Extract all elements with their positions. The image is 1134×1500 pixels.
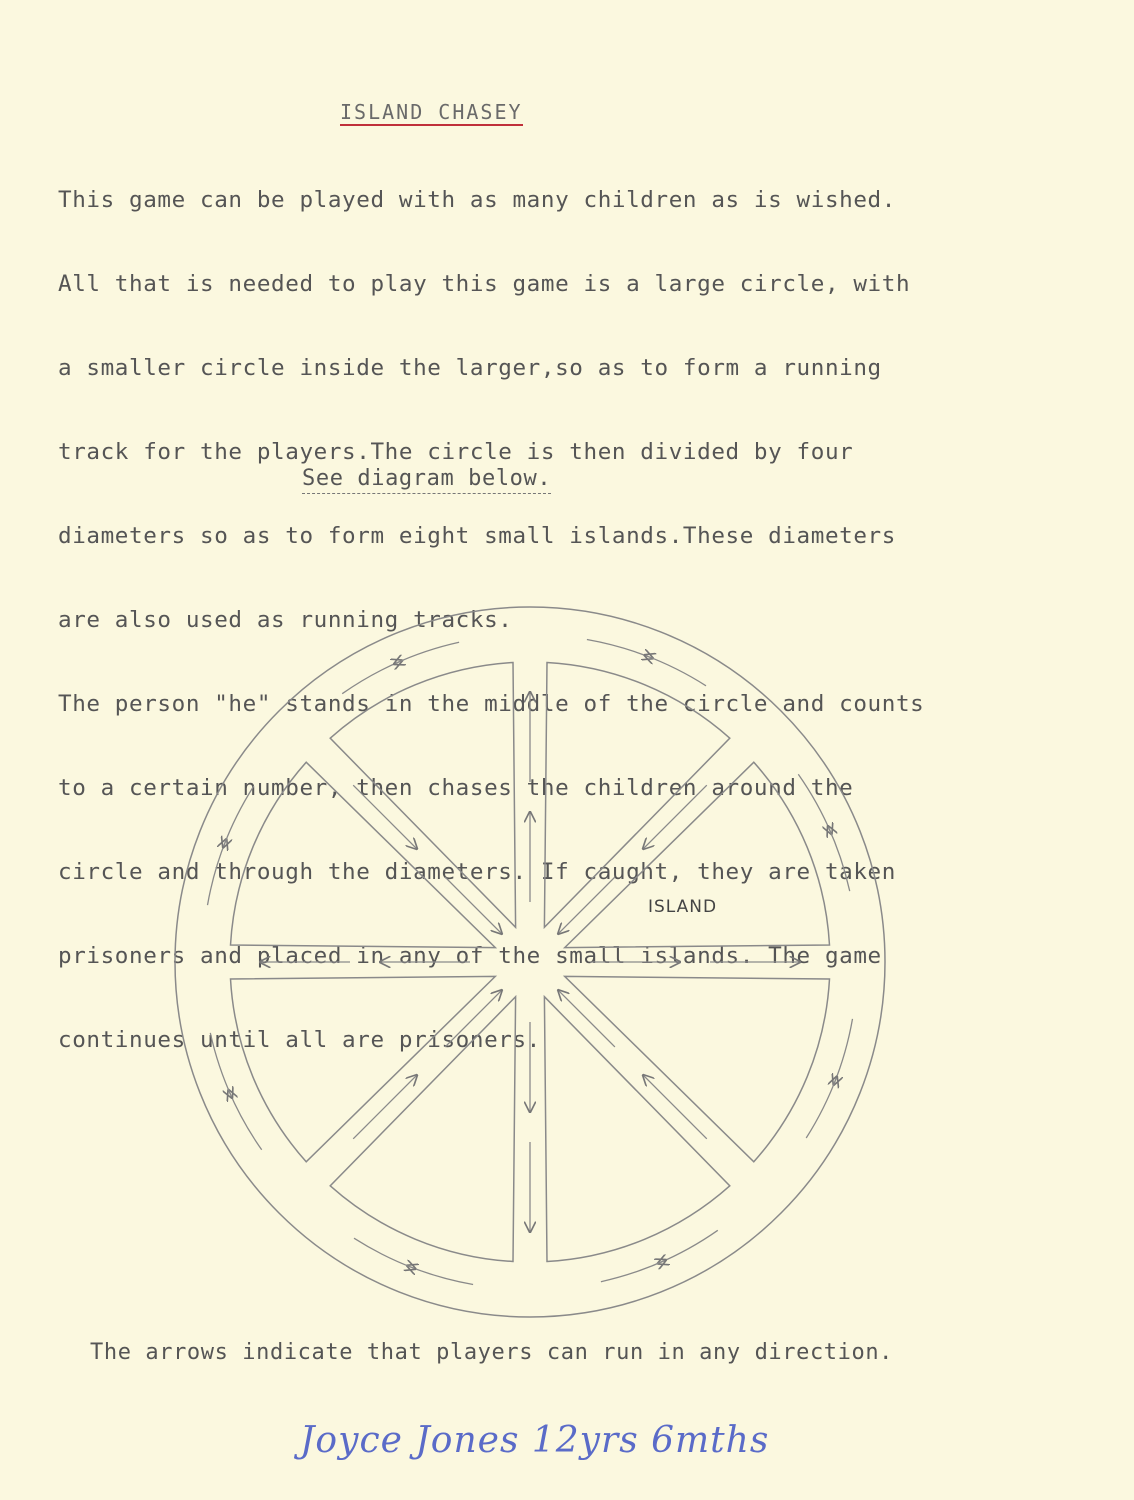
diagram-svg bbox=[160, 590, 900, 1330]
ring-arrow bbox=[394, 642, 459, 664]
ring-arrow bbox=[229, 1090, 262, 1150]
description-line: All that is needed to play this game is a large circle, with bbox=[58, 271, 911, 297]
ring-arrow bbox=[834, 1019, 853, 1085]
ring-arrow bbox=[806, 1077, 837, 1138]
island-sector bbox=[544, 663, 729, 928]
description-line: prisoners and placed in any of the small islands. The game bbox=[58, 943, 882, 969]
description-line: a smaller circle inside the larger,so as to form a running bbox=[58, 355, 882, 381]
description-line: circle and through the diameters. If caught, they are taken bbox=[58, 859, 896, 885]
island-sector bbox=[231, 762, 496, 947]
see-diagram-note: See diagram below. bbox=[302, 466, 551, 494]
island-label: ISLAND bbox=[648, 897, 718, 917]
island-sector bbox=[544, 997, 729, 1262]
ring-arrow bbox=[208, 839, 227, 905]
description-line: are also used as running tracks. bbox=[58, 607, 513, 633]
description-line: This game can be played with as many children as is wished. bbox=[58, 187, 896, 213]
description-line: continues until all are prisoners. bbox=[58, 1027, 541, 1053]
island-sector bbox=[330, 663, 515, 928]
ring-arrow bbox=[828, 826, 850, 891]
island-sector bbox=[231, 976, 496, 1161]
diagram-caption: The arrows indicate that players can run in any direction. bbox=[90, 1340, 894, 1365]
ring-arrow bbox=[210, 1033, 232, 1098]
ring-arrow bbox=[601, 1260, 666, 1282]
description-line: track for the players.The circle is then divided by four bbox=[58, 439, 854, 465]
ring-arrow bbox=[342, 661, 402, 694]
page-title: ISLAND CHASEY bbox=[340, 100, 523, 124]
author-signature: Joyce Jones 12yrs 6mths bbox=[300, 1420, 770, 1461]
ring-arrow bbox=[658, 1230, 718, 1263]
ring-arrow bbox=[798, 774, 831, 834]
ring-arrow bbox=[354, 1238, 415, 1269]
description-line: The person "he" stands in the middle of the circle and counts bbox=[58, 691, 925, 717]
island-sector bbox=[330, 997, 515, 1262]
ring-arrow bbox=[587, 640, 653, 659]
description-line: to a certain number, then chases the children around the bbox=[58, 775, 854, 801]
island-sector bbox=[565, 976, 830, 1161]
island-sector bbox=[565, 762, 830, 947]
ring-arrow bbox=[407, 1266, 473, 1285]
ring-arrow bbox=[223, 786, 254, 847]
description-line: diameters so as to form eight small islands.These diameters bbox=[58, 523, 896, 549]
ring-arrow bbox=[645, 655, 706, 686]
island-chasey-diagram bbox=[160, 590, 900, 1330]
